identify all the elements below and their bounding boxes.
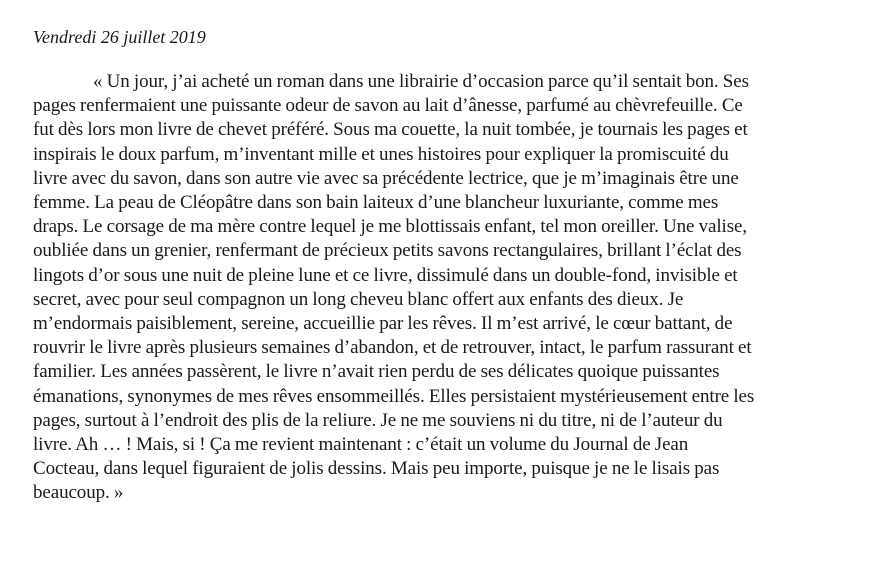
paragraph-line: « Un jour, j’ai acheté un roman dans une librairie d’occasion parce qu’il sentait bon. Ses xyxy=(93,71,749,92)
entry-date: Vendredi 26 juillet 2019 xyxy=(33,27,206,47)
paragraph-line: femme. La peau de Cléopâtre dans son bain laiteux d’une blancheur luxuriante, comme mes xyxy=(33,192,719,214)
paragraph-line: livre. Ah … ! Mais, si ! Ça me revient maintenant : c’était un volume du Journal de Jean xyxy=(33,434,689,456)
entry-paragraph xyxy=(33,70,803,506)
paragraph-line: Cocteau, dans lequel figuraient de jolis dessins. Mais peu importe, puisque je ne le lisais pas xyxy=(33,458,720,480)
paragraph-line: émanations, synonymes de mes rêves ensommeillés. Elles persistaient mystérieusement entre les xyxy=(33,385,755,407)
paragraph-line: rouvrir le livre après plusieurs semaines d’abandon, et de retrouver, intact, le parfum rassurant et xyxy=(33,337,752,359)
paragraph-line: pages renfermaient une puissante odeur de savon au lait d’ânesse, parfumé au chèvrefeuille. Ce xyxy=(33,95,743,117)
paragraph-line: livre avec du savon, dans son autre vie avec sa précédente lectrice, que je m’imaginais être une xyxy=(33,167,739,189)
paragraph-line: oubliée dans un grenier, renfermant de précieux petits savons rectangulaires, brillant l’éclat des xyxy=(33,240,742,262)
paragraph-line: m’endormais paisiblement, sereine, accueillie par les rêves. Il m’est arrivé, le cœur battant, de xyxy=(33,313,733,335)
paragraph-line: pages, surtout à l’endroit des plis de la reliure. Je ne me souviens ni du titre, ni de l’auteur du xyxy=(33,409,723,431)
paragraph-line: beaucoup. » xyxy=(33,482,124,504)
paragraph-line: fut dès lors mon livre de chevet préféré. Sous ma couette, la nuit tombée, je tournais les pages et xyxy=(33,119,748,141)
paragraph-line: familier. Les années passèrent, le livre n’avait rien perdu de ses délicates quoique puissantes xyxy=(33,361,720,383)
paragraph-line: secret, avec pour seul compagnon un long cheveu blanc offert aux enfants des dieux. Je xyxy=(33,288,684,310)
paragraph-line: lingots d’or sous une nuit de pleine lune et ce livre, dissimulé dans un double-fond, invisible et xyxy=(33,264,738,286)
paragraph-line: draps. Le corsage de ma mère contre lequel je me blottissais enfant, tel mon oreiller. Une valise, xyxy=(33,216,747,238)
paragraph-line: inspirais le doux parfum, m’inventant mille et unes histoires pour expliquer la promiscuité du xyxy=(33,143,729,165)
